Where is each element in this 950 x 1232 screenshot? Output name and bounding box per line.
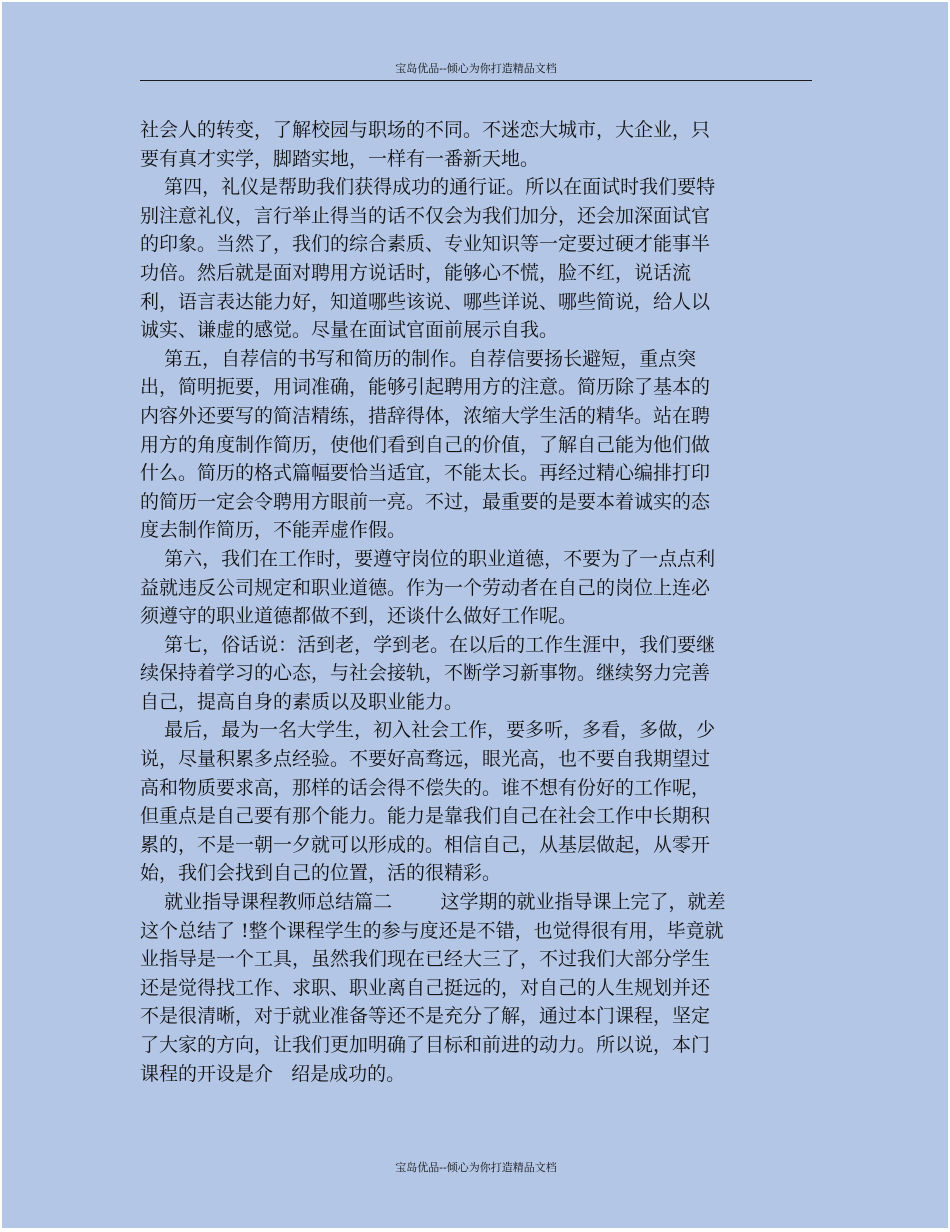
text-line: 什么。简历的格式篇幅要恰当适宜，不能太长。再经过精心编排打印 — [140, 462, 711, 485]
text-line: 最后，最为一名大学生，初入社会工作，要多听，多看，多做，少 — [140, 719, 716, 742]
text-line: 课程的开设是介 绍是成功的。 — [140, 1062, 406, 1085]
text-line: 内容外还要写的简洁精练，措辞得体，浓缩大学生活的精华。站在聘 — [140, 404, 711, 427]
document-page — [2, 2, 948, 1228]
text-line: 的简历一定会令聘用方眼前一亮。不过，最重要的是要本着诚实的态 — [140, 490, 711, 513]
text-line: 别注意礼仪，言行举止得当的话不仅会为我们加分，还会加深面试官 — [140, 204, 711, 227]
text-line: 这个总结了 !整个课程学生的参与度还是不错，也觉得很有用，毕竟就 — [140, 919, 724, 942]
text-line: 须遵守的职业道德都做不到，还谈什么做好工作呢。 — [140, 605, 578, 628]
text-line: 高和物质要求高，那样的话会得不偿失的。谁不想有份好的工作呢， — [140, 776, 711, 799]
text-line: 还是觉得找工作、求职、职业离自己挺远的，对自己的人生规划并还 — [140, 976, 711, 999]
text-line: 用方的角度制作简历，使他们看到自己的价值，了解自己能为他们做 — [140, 433, 711, 456]
body-text — [140, 116, 800, 1088]
text-line: 社会人的转变，了解校园与职场的不同。不迷恋大城市，大企业，只 — [140, 119, 711, 141]
text-line: 功倍。然后就是面对聘用方说话时，能够心不慌，脸不红，说话流 — [140, 261, 692, 284]
text-line: 第四，礼仪是帮助我们获得成功的通行证。所以在面试时我们要特 — [140, 176, 716, 199]
text-line: 累的，不是一朝一夕就可以形成的。相信自己，从基层做起，从零开 — [140, 833, 711, 856]
text-line: 出，简明扼要，用词准确，能够引起聘用方的注意。简历除了基本的 — [140, 376, 711, 399]
text-line: 度去制作简历，不能弄虚作假。 — [140, 519, 407, 542]
page-footer: 宝岛优品--倾心为你打造精品文档 — [395, 1161, 557, 1174]
text-line: 就业指导课程教师总结篇二 这学期的就业指导课上完了，就差 — [140, 891, 726, 914]
text-line: 自己，提高自身的素质以及职业能力。 — [140, 690, 464, 713]
text-line: 要有真才实学，脚踏实地，一样有一番新天地。 — [140, 147, 540, 170]
text-line: 始，我们会找到自己的位置，活的很精彩。 — [140, 862, 502, 885]
text-line: 但重点是自己要有那个能力。能力是靠我们自己在社会工作中长期积 — [140, 805, 711, 828]
text-line: 第五，自荐信的书写和简历的制作。自荐信要扬长避短，重点突 — [140, 347, 697, 370]
text-line: 的印象。当然了，我们的综合素质、专业知识等一定要过硬才能事半 — [140, 233, 711, 256]
text-line: 业指导是一个工具，虽然我们现在已经大三了，不过我们大部分学生 — [140, 948, 711, 971]
page-header: 宝岛优品--倾心为你打造精品文档 — [140, 60, 812, 81]
text-line: 诚实、谦虚的感觉。尽量在面试官面前展示自我。 — [140, 319, 559, 342]
text-line: 利，语言表达能力好，知道哪些该说、哪些详说、哪些简说，给人以 — [140, 290, 711, 313]
text-line: 益就违反公司规定和职业道德。作为一个劳动者在自己的岗位上连必 — [140, 576, 711, 599]
text-line: 第七，俗话说：活到老，学到老。在以后的工作生涯中，我们要继 — [140, 633, 716, 656]
text-line: 不是很清晰，对于就业准备等还不是充分了解，通过本门课程，坚定 — [140, 1005, 711, 1028]
text-line: 说，尽量积累多点经验。不要好高骛远，眼光高，也不要自我期望过 — [140, 748, 711, 771]
text-line: 了大家的方向，让我们更加明确了目标和前进的动力。所以说，本门 — [140, 1034, 711, 1056]
text-line: 续保持着学习的心态，与社会接轨，不断学习新事物。继续努力完善 — [140, 662, 711, 685]
text-line: 第六，我们在工作时，要遵守岗位的职业道德，不要为了一点点利 — [140, 547, 716, 570]
